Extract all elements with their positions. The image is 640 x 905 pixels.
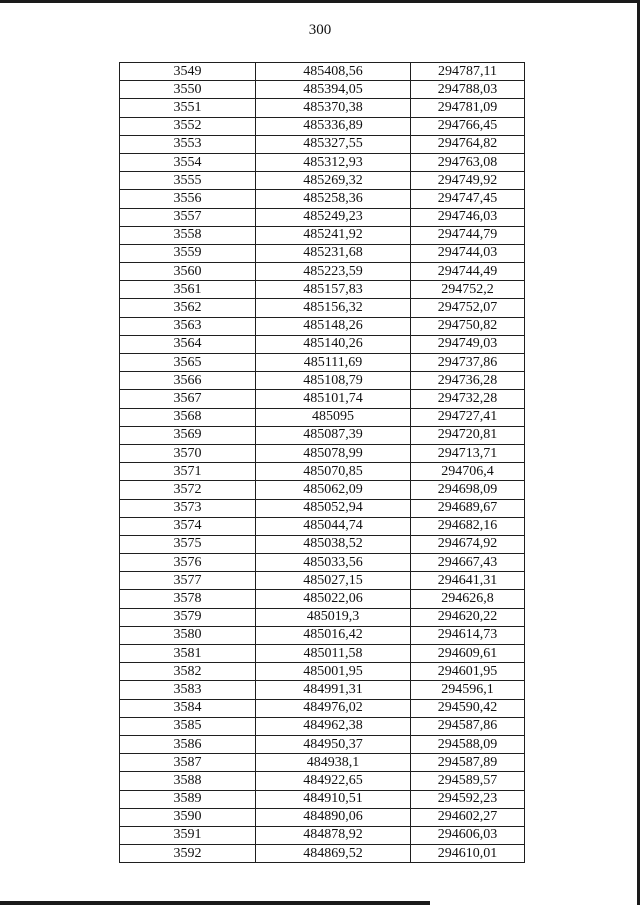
point-number-cell: 3564: [120, 335, 256, 353]
table-row: [120, 608, 525, 626]
point-number-cell: 3581: [120, 645, 256, 663]
x-coordinate-cell: 484922,65: [256, 772, 411, 790]
point-number-cell: 3567: [120, 390, 256, 408]
table-row: [120, 572, 525, 590]
table-row: [120, 681, 525, 699]
table-row: [120, 645, 525, 663]
table-row: [120, 826, 525, 844]
point-number-cell: 3586: [120, 735, 256, 753]
x-coordinate-cell: 484976,02: [256, 699, 411, 717]
x-coordinate-cell: 485101,74: [256, 390, 411, 408]
point-number-cell: 3575: [120, 535, 256, 553]
y-coordinate-cell: 294589,57: [411, 772, 525, 790]
x-coordinate-cell: 485052,94: [256, 499, 411, 517]
x-coordinate-cell: 484869,52: [256, 845, 411, 863]
table-row: [120, 208, 525, 226]
table-row: [120, 354, 525, 372]
x-coordinate-cell: 485022,06: [256, 590, 411, 608]
point-number-cell: 3590: [120, 808, 256, 826]
table-row: [120, 790, 525, 808]
point-number-cell: 3563: [120, 317, 256, 335]
table-row: [120, 81, 525, 99]
x-coordinate-cell: 485312,93: [256, 153, 411, 171]
y-coordinate-cell: 294698,09: [411, 481, 525, 499]
x-coordinate-cell: 485223,59: [256, 263, 411, 281]
x-coordinate-cell: 485327,55: [256, 135, 411, 153]
point-number-cell: 3583: [120, 681, 256, 699]
table-row: [120, 63, 525, 81]
y-coordinate-cell: 294744,79: [411, 226, 525, 244]
y-coordinate-cell: 294587,89: [411, 754, 525, 772]
point-number-cell: 3562: [120, 299, 256, 317]
point-number-cell: 3554: [120, 153, 256, 171]
point-number-cell: 3557: [120, 208, 256, 226]
point-number-cell: 3556: [120, 190, 256, 208]
point-number-cell: 3555: [120, 172, 256, 190]
y-coordinate-cell: 294588,09: [411, 735, 525, 753]
x-coordinate-cell: 485408,56: [256, 63, 411, 81]
point-number-cell: 3549: [120, 63, 256, 81]
coordinates-table-body: [120, 63, 525, 863]
y-coordinate-cell: 294610,01: [411, 845, 525, 863]
table-row: [120, 535, 525, 553]
y-coordinate-cell: 294720,81: [411, 426, 525, 444]
table-row: [120, 517, 525, 535]
table-row: [120, 335, 525, 353]
table-row: [120, 153, 525, 171]
y-coordinate-cell: 294601,95: [411, 663, 525, 681]
point-number-cell: 3588: [120, 772, 256, 790]
y-coordinate-cell: 294752,07: [411, 299, 525, 317]
y-coordinate-cell: 294606,03: [411, 826, 525, 844]
y-coordinate-cell: 294746,03: [411, 208, 525, 226]
x-coordinate-cell: 485336,89: [256, 117, 411, 135]
page-number: 300: [308, 22, 332, 38]
table-row: [120, 426, 525, 444]
table-row: [120, 590, 525, 608]
table-row: [120, 390, 525, 408]
table-row: [120, 754, 525, 772]
x-coordinate-cell: 485258,36: [256, 190, 411, 208]
x-coordinate-cell: 484991,31: [256, 681, 411, 699]
y-coordinate-cell: 294787,11: [411, 63, 525, 81]
x-coordinate-cell: 485148,26: [256, 317, 411, 335]
y-coordinate-cell: 294592,23: [411, 790, 525, 808]
y-coordinate-cell: 294781,09: [411, 99, 525, 117]
table-row: [120, 117, 525, 135]
point-number-cell: 3551: [120, 99, 256, 117]
y-coordinate-cell: 294641,31: [411, 572, 525, 590]
point-number-cell: 3560: [120, 263, 256, 281]
x-coordinate-cell: 485070,85: [256, 463, 411, 481]
y-coordinate-cell: 294609,61: [411, 645, 525, 663]
x-coordinate-cell: 485062,09: [256, 481, 411, 499]
x-coordinate-cell: 485394,05: [256, 81, 411, 99]
x-coordinate-cell: 484910,51: [256, 790, 411, 808]
x-coordinate-cell: 485087,39: [256, 426, 411, 444]
y-coordinate-cell: 294626,8: [411, 590, 525, 608]
point-number-cell: 3589: [120, 790, 256, 808]
y-coordinate-cell: 294749,92: [411, 172, 525, 190]
x-coordinate-cell: 484938,1: [256, 754, 411, 772]
table-row: [120, 554, 525, 572]
y-coordinate-cell: 294737,86: [411, 354, 525, 372]
x-coordinate-cell: 485156,32: [256, 299, 411, 317]
y-coordinate-cell: 294667,43: [411, 554, 525, 572]
y-coordinate-cell: 294766,45: [411, 117, 525, 135]
point-number-cell: 3571: [120, 463, 256, 481]
x-coordinate-cell: 485038,52: [256, 535, 411, 553]
y-coordinate-cell: 294689,67: [411, 499, 525, 517]
table-row: [120, 808, 525, 826]
table-row: [120, 717, 525, 735]
table-row: [120, 299, 525, 317]
y-coordinate-cell: 294713,71: [411, 444, 525, 462]
table-row: [120, 772, 525, 790]
x-coordinate-cell: 485027,15: [256, 572, 411, 590]
x-coordinate-cell: 485231,68: [256, 244, 411, 262]
x-coordinate-cell: 485370,38: [256, 99, 411, 117]
table-row: [120, 172, 525, 190]
x-coordinate-cell: 485016,42: [256, 626, 411, 644]
y-coordinate-cell: 294788,03: [411, 81, 525, 99]
point-number-cell: 3574: [120, 517, 256, 535]
x-coordinate-cell: 485140,26: [256, 335, 411, 353]
table-row: [120, 444, 525, 462]
table-row: [120, 281, 525, 299]
scan-border-bottom: [0, 901, 430, 905]
coordinates-table: [119, 62, 525, 863]
point-number-cell: 3578: [120, 590, 256, 608]
y-coordinate-cell: 294732,28: [411, 390, 525, 408]
point-number-cell: 3552: [120, 117, 256, 135]
y-coordinate-cell: 294590,42: [411, 699, 525, 717]
table-row: [120, 244, 525, 262]
x-coordinate-cell: 485111,69: [256, 354, 411, 372]
y-coordinate-cell: 294763,08: [411, 153, 525, 171]
x-coordinate-cell: 485095: [256, 408, 411, 426]
table-row: [120, 845, 525, 863]
y-coordinate-cell: 294744,03: [411, 244, 525, 262]
y-coordinate-cell: 294682,16: [411, 517, 525, 535]
point-number-cell: 3579: [120, 608, 256, 626]
table-row: [120, 99, 525, 117]
point-number-cell: 3558: [120, 226, 256, 244]
table-row: [120, 499, 525, 517]
table-row: [120, 735, 525, 753]
point-number-cell: 3573: [120, 499, 256, 517]
point-number-cell: 3568: [120, 408, 256, 426]
x-coordinate-cell: 485011,58: [256, 645, 411, 663]
y-coordinate-cell: 294614,73: [411, 626, 525, 644]
table-row: [120, 626, 525, 644]
point-number-cell: 3561: [120, 281, 256, 299]
y-coordinate-cell: 294602,27: [411, 808, 525, 826]
y-coordinate-cell: 294749,03: [411, 335, 525, 353]
y-coordinate-cell: 294620,22: [411, 608, 525, 626]
table-row: [120, 190, 525, 208]
x-coordinate-cell: 485078,99: [256, 444, 411, 462]
x-coordinate-cell: 484890,06: [256, 808, 411, 826]
point-number-cell: 3577: [120, 572, 256, 590]
table-row: [120, 408, 525, 426]
x-coordinate-cell: 485108,79: [256, 372, 411, 390]
point-number-cell: 3566: [120, 372, 256, 390]
point-number-cell: 3559: [120, 244, 256, 262]
point-number-cell: 3592: [120, 845, 256, 863]
table-row: [120, 317, 525, 335]
y-coordinate-cell: 294587,86: [411, 717, 525, 735]
y-coordinate-cell: 294764,82: [411, 135, 525, 153]
y-coordinate-cell: 294706,4: [411, 463, 525, 481]
x-coordinate-cell: 484962,38: [256, 717, 411, 735]
table-row: [120, 699, 525, 717]
x-coordinate-cell: 485157,83: [256, 281, 411, 299]
y-coordinate-cell: 294752,2: [411, 281, 525, 299]
point-number-cell: 3582: [120, 663, 256, 681]
point-number-cell: 3550: [120, 81, 256, 99]
x-coordinate-cell: 485241,92: [256, 226, 411, 244]
point-number-cell: 3584: [120, 699, 256, 717]
point-number-cell: 3580: [120, 626, 256, 644]
table-row: [120, 372, 525, 390]
y-coordinate-cell: 294747,45: [411, 190, 525, 208]
table-row: [120, 226, 525, 244]
y-coordinate-cell: 294750,82: [411, 317, 525, 335]
point-number-cell: 3591: [120, 826, 256, 844]
table-row: [120, 463, 525, 481]
y-coordinate-cell: 294736,28: [411, 372, 525, 390]
point-number-cell: 3569: [120, 426, 256, 444]
point-number-cell: 3570: [120, 444, 256, 462]
y-coordinate-cell: 294727,41: [411, 408, 525, 426]
x-coordinate-cell: 485269,32: [256, 172, 411, 190]
x-coordinate-cell: 485044,74: [256, 517, 411, 535]
point-number-cell: 3565: [120, 354, 256, 372]
table-row: [120, 481, 525, 499]
scan-border-top: [0, 0, 640, 3]
table-row: [120, 663, 525, 681]
table-row: [120, 135, 525, 153]
point-number-cell: 3585: [120, 717, 256, 735]
x-coordinate-cell: 484878,92: [256, 826, 411, 844]
x-coordinate-cell: 484950,37: [256, 735, 411, 753]
point-number-cell: 3576: [120, 554, 256, 572]
x-coordinate-cell: 485249,23: [256, 208, 411, 226]
x-coordinate-cell: 485019,3: [256, 608, 411, 626]
y-coordinate-cell: 294674,92: [411, 535, 525, 553]
point-number-cell: 3587: [120, 754, 256, 772]
y-coordinate-cell: 294596,1: [411, 681, 525, 699]
point-number-cell: 3553: [120, 135, 256, 153]
table-row: [120, 263, 525, 281]
y-coordinate-cell: 294744,49: [411, 263, 525, 281]
x-coordinate-cell: 485001,95: [256, 663, 411, 681]
x-coordinate-cell: 485033,56: [256, 554, 411, 572]
point-number-cell: 3572: [120, 481, 256, 499]
